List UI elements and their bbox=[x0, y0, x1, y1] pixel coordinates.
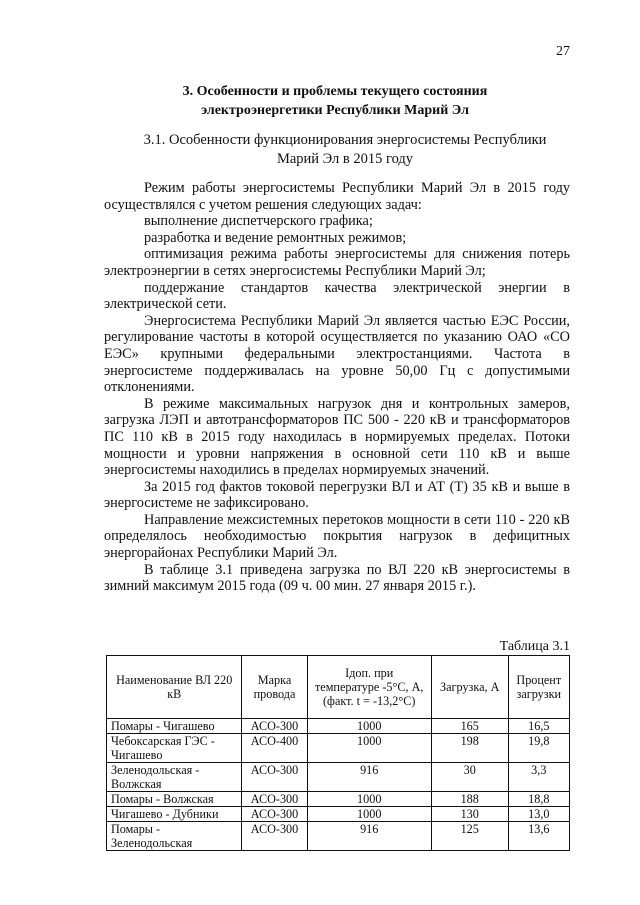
cell-percent: 3,3 bbox=[508, 763, 569, 792]
header-cell: Iдоп. при температуре -5°C, А, (факт. t = -13,2°C) bbox=[307, 656, 431, 719]
cell-current: 1000 bbox=[307, 807, 431, 822]
header-cell: Марка провода bbox=[242, 656, 307, 719]
cell-current: 1000 bbox=[307, 734, 431, 763]
paragraph: За 2015 год фактов токовой перегрузки ВЛ и АТ (Т) 35 кВ и выше в энергосистеме не зафиксировано. bbox=[104, 478, 570, 512]
cell-percent: 13,6 bbox=[508, 822, 569, 851]
subsection-title-line: Марий Эл в 2015 году bbox=[276, 151, 414, 167]
cell-percent: 18,8 bbox=[508, 792, 569, 807]
paragraph: В таблице 3.1 приведена загрузка по ВЛ 220 кВ энергосистемы в зимний максимум 2015 года (09 ч. 00 мин. 27 января 2015 г.). bbox=[104, 561, 570, 595]
cell-percent: 16,5 bbox=[508, 719, 569, 734]
cell-line-name: Помары - Волжская bbox=[107, 792, 242, 807]
paragraph: В режиме максимальных нагрузок дня и контрольных замеров, загрузка ЛЭП и автотрансформаторов ПС 500 - 220 кВ и трансформаторов ПС 110 кВ в 2015 году находилась в нормируемых пределах. Потоки мощности и уровни напряжения в основной сети 110 кВ и выше энергосистемы находились в пределах нормируемых значений. bbox=[104, 395, 570, 479]
header-cell: Загрузка, А bbox=[431, 656, 508, 719]
paragraph: Энергосистема Республики Марий Эл является частью ЕЭС России, регулирование частоты в которой осуществляется по указанию ОАО «СО ЕЭС» крупными федеральными электростанциями. Частота в энергосистеме поддерживалась на уровне 50,00 Гц с допустимыми отклонениями. bbox=[104, 312, 570, 396]
table-header-row bbox=[107, 656, 570, 719]
cell-load: 125 bbox=[431, 822, 508, 851]
cell-load: 198 bbox=[431, 734, 508, 763]
cell-current: 1000 bbox=[307, 792, 431, 807]
cell-line-name: Помары - Чигашево bbox=[107, 719, 242, 734]
cell-wire: АСО-400 bbox=[242, 734, 307, 763]
paragraph: оптимизация режима работы энергосистемы для снижения потерь электроэнергии в сетях энергосистемы Республики Марий Эл; bbox=[104, 246, 570, 279]
section-title-line: 3. Особенности и проблемы текущего состояния bbox=[182, 84, 488, 99]
paragraph: разработка и ведение ремонтных режимов; bbox=[144, 229, 407, 246]
cell-current: 916 bbox=[307, 763, 431, 792]
paragraph: поддержание стандартов качества электрической энергии в электрической сети. bbox=[104, 279, 570, 313]
header-cell: Наименование ВЛ 220 кВ bbox=[107, 656, 242, 719]
cell-load: 30 bbox=[431, 763, 508, 792]
table-row bbox=[107, 822, 570, 851]
cell-wire: АСО-300 bbox=[242, 763, 307, 792]
header-cell: Процент загрузки bbox=[508, 656, 569, 719]
body-text bbox=[104, 180, 570, 595]
cell-wire: АСО-300 bbox=[242, 792, 307, 807]
cell-line-name: Чебоксарская ГЭС - Чигашево bbox=[107, 734, 242, 763]
table-caption: Таблица 3.1 bbox=[499, 639, 570, 654]
paragraph: выполнение диспетчерского графика; bbox=[144, 213, 373, 230]
cell-load: 165 bbox=[431, 719, 508, 734]
table-row bbox=[107, 763, 570, 792]
section-title-line: электроэнергетики Республики Марий Эл bbox=[201, 103, 469, 118]
table-row bbox=[107, 807, 570, 822]
cell-load: 130 bbox=[431, 807, 508, 822]
cell-current: 916 bbox=[307, 822, 431, 851]
load-table bbox=[106, 655, 570, 851]
cell-wire: АСО-300 bbox=[242, 719, 307, 734]
section-title bbox=[100, 82, 570, 120]
subsection-title-line: 3.1. Особенности функционирования энергосистемы Республики bbox=[143, 132, 547, 148]
table-row bbox=[107, 719, 570, 734]
cell-line-name: Чигашево - Дубники bbox=[107, 807, 242, 822]
cell-line-name: Зеленодольская - Волжская bbox=[107, 763, 242, 792]
paragraph: Режим работы энергосистемы Республики Марий Эл в 2015 году осуществлялся с учетом решения следующих задач: bbox=[104, 180, 570, 213]
table-row bbox=[107, 734, 570, 763]
cell-wire: АСО-300 bbox=[242, 807, 307, 822]
table-row bbox=[107, 792, 570, 807]
cell-line-name: Помары - Зеленодольская bbox=[107, 822, 242, 851]
cell-percent: 13,0 bbox=[508, 807, 569, 822]
paragraph: Направление межсистемных перетоков мощности в сети 110 - 220 кВ определялось необходимостью покрытия нагрузок в дефицитных энергорайонах Республики Марий Эл. bbox=[104, 511, 570, 562]
cell-current: 1000 bbox=[307, 719, 431, 734]
cell-load: 188 bbox=[431, 792, 508, 807]
cell-percent: 19,8 bbox=[508, 734, 569, 763]
subsection-title bbox=[120, 131, 570, 169]
cell-wire: АСО-300 bbox=[242, 822, 307, 851]
page-number: 27 bbox=[556, 44, 570, 59]
